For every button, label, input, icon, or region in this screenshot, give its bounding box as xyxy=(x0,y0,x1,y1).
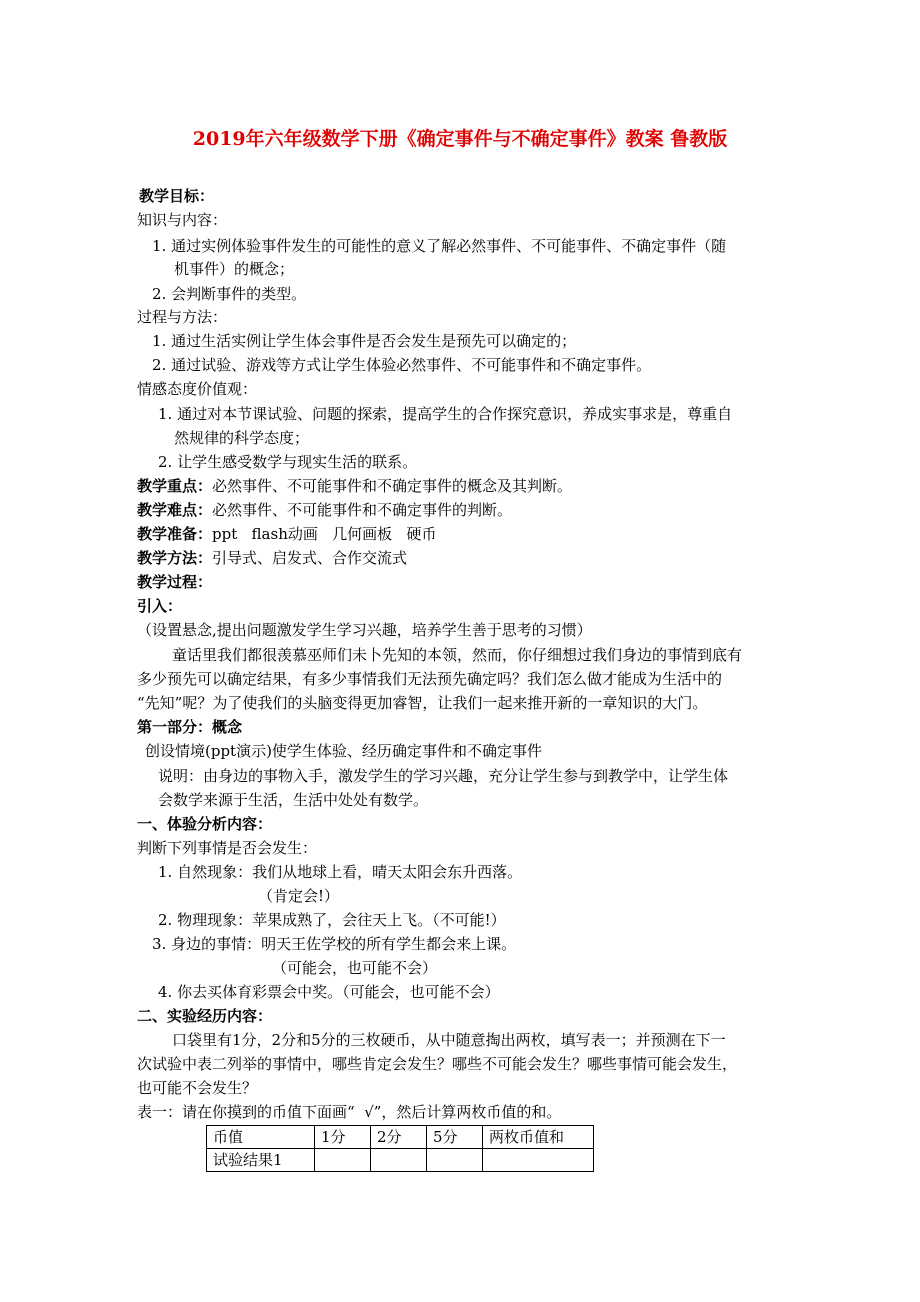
section2-paragraph-1: 口袋里有1分，2分和5分的三枚硬币，从中随意掏出两枚，填写表一；并预测在下一 xyxy=(172,1031,726,1049)
table-cell xyxy=(315,1149,371,1172)
intro-paragraph-1: 童话里我们都很羡慕巫师们未卜先知的本领，然而，你仔细想过我们身边的事情到底有 xyxy=(172,646,743,664)
table-header-cell: 两枚币值和 xyxy=(483,1126,594,1149)
section1-item-4: 4. 你去买体育彩票会中奖。（可能会，也可能不会） xyxy=(158,983,500,1001)
method-line xyxy=(137,548,407,568)
section1-item-1: 1. 自然现象：我们从地球上看，晴天太阳会东升西落。 xyxy=(158,863,523,881)
coin-table xyxy=(206,1125,594,1172)
table-caption: 表一：请在你摸到的币值下面画“ √”，然后计算两枚币值的和。 xyxy=(137,1103,562,1121)
key-point-label: 教学重点： xyxy=(137,477,213,495)
intro-heading: 引入： xyxy=(137,597,183,615)
intro-paragraph-3: “先知”呢？为了使我们的头脑变得更加睿智，让我们一起来推开新的一章知识的大门。 xyxy=(137,694,708,712)
key-point-text: 必然事件、不可能事件和不确定事件的概念及其判断。 xyxy=(212,477,573,495)
intro-note: （设置悬念,提出问题激发学生学习兴趣，培养学生善于思考的习惯） xyxy=(137,621,592,639)
method-label: 教学方法： xyxy=(137,549,213,567)
section1-item-1-answer: （肯定会!） xyxy=(258,887,340,905)
section1-heading: 一、体验分析内容： xyxy=(137,815,273,833)
difficulty-line xyxy=(137,500,512,520)
goals-heading: 教学目标： xyxy=(139,187,215,205)
process-heading: 过程与方法： xyxy=(137,308,228,326)
section2-paragraph-2: 次试验中表二列举的事情中，哪些肯定会发生？哪些不可能会发生？哪些事情可能会发生， xyxy=(137,1055,738,1073)
key-point-line xyxy=(137,476,572,496)
process-item-2: 2. 通过试验、游戏等方式让学生体验必然事件、不可能事件和不确定事件。 xyxy=(152,356,652,374)
attitude-heading: 情感态度价值观： xyxy=(137,380,258,398)
part1-line-2: 说明：由身边的事物入手，激发学生的学习兴趣，充分让学生参与到教学中，让学生体 xyxy=(158,767,729,785)
section2-paragraph-3: 也可能不会发生？ xyxy=(137,1079,258,1097)
section1-item-3: 3. 身边的事情：明天王佐学校的所有学生都会来上课。 xyxy=(152,935,517,953)
table-cell xyxy=(427,1149,483,1172)
attitude-item-2: 2. 让学生感受数学与现实生活的联系。 xyxy=(158,453,418,471)
section1-intro: 判断下列事情是否会发生： xyxy=(137,839,318,857)
table-row xyxy=(207,1149,594,1172)
table-header-cell: 2分 xyxy=(371,1126,427,1149)
method-text: 引导式、启发式、合作交流式 xyxy=(212,549,408,567)
difficulty-label: 教学难点： xyxy=(137,501,213,519)
process-section-heading: 教学过程： xyxy=(137,573,213,591)
section1-item-3-answer: （可能会，也可能不会） xyxy=(272,959,438,977)
table-header-cell: 1分 xyxy=(315,1126,371,1149)
part1-heading: 第一部分：概念 xyxy=(137,718,243,736)
prep-text: ppt flash动画 几何画板 硬币 xyxy=(212,525,437,543)
attitude-item-1a: 1. 通过对本节课试验、问题的探索，提高学生的合作探究意识，养成实事求是，尊重自 xyxy=(158,405,733,423)
section2-heading: 二、实验经历内容： xyxy=(137,1007,273,1025)
table-cell: 试验结果1 xyxy=(207,1149,315,1172)
prep-label: 教学准备： xyxy=(137,525,213,543)
table-cell xyxy=(371,1149,427,1172)
knowledge-heading: 知识与内容： xyxy=(137,211,228,229)
table-header-cell: 5分 xyxy=(427,1126,483,1149)
intro-paragraph-2: 多少预先可以确定结果，有多少事情我们无法预先确定吗？我们怎么做才能成为生活中的 xyxy=(137,670,723,688)
part1-line-1: 创设情境(ppt演示)使学生体验、经历确定事件和不确定事件 xyxy=(145,742,542,760)
section1-item-2: 2. 物理现象：苹果成熟了，会往天上飞。（不可能!） xyxy=(158,911,506,929)
document-title: 2019年六年级数学下册《确定事件与不确定事件》教案 鲁教版 xyxy=(192,128,728,150)
knowledge-item-2: 2. 会判断事件的类型。 xyxy=(152,285,307,303)
knowledge-item-1b: 机事件）的概念； xyxy=(174,260,295,278)
part1-line-3: 会数学来源于生活，生活中处处有数学。 xyxy=(158,791,429,809)
table-header-row xyxy=(207,1126,594,1149)
table-header-cell: 币值 xyxy=(207,1126,315,1149)
process-item-1: 1. 通过生活实例让学生体会事件是否会发生是预先可以确定的； xyxy=(152,332,577,350)
difficulty-text: 必然事件、不可能事件和不确定事件的判断。 xyxy=(212,501,513,519)
prep-line xyxy=(137,524,436,544)
table-cell xyxy=(483,1149,594,1172)
knowledge-item-1a: 1. 通过实例体验事件发生的可能性的意义了解必然事件、不可能事件、不确定事件（随 xyxy=(152,237,727,255)
attitude-item-1b: 然规律的科学态度； xyxy=(174,429,310,447)
